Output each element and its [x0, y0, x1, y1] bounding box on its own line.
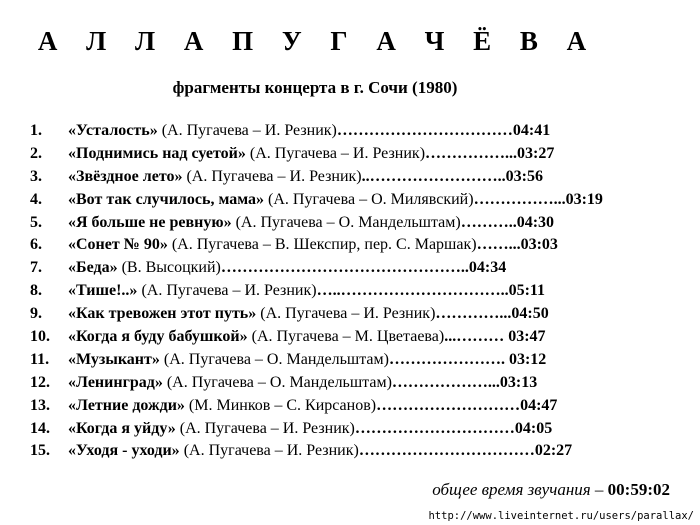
track-duration: 03:56: [505, 167, 543, 185]
track-number: 2.: [30, 144, 42, 162]
track-duration: 05:11: [508, 282, 546, 300]
track-number: 7.: [30, 259, 42, 277]
track-row: [30, 372, 680, 395]
track-title: «Ленинград»: [68, 373, 163, 391]
track-duration: 03:03: [520, 236, 558, 254]
track-duration: 04:41: [512, 122, 551, 139]
track-authors: (А. Пугачева – О. Мандельштам): [159, 350, 389, 368]
track-authors: (А. Пугачева – И. Резник): [137, 282, 317, 300]
track-title: «Я больше не ревную»: [68, 213, 232, 231]
track-row: [30, 418, 680, 441]
track-leader-dots: …..…………………………..: [316, 282, 509, 300]
track-title: «Музыкант»: [68, 350, 160, 368]
track-authors: (А. Пугачева – И. Резник): [175, 419, 355, 437]
track-row: [30, 166, 680, 189]
track-row: [30, 120, 680, 143]
track-duration: 04:34: [468, 259, 507, 277]
track-title: «Когда я уйду»: [68, 419, 176, 437]
track-leader-dots: ……………...: [425, 144, 518, 162]
track-row: [30, 212, 680, 235]
track-duration: 04:05: [514, 419, 553, 437]
page-subtitle: фрагменты концерта в г. Сочи (1980): [172, 78, 458, 97]
track-number: 10.: [30, 328, 50, 346]
track-row: [30, 395, 680, 418]
track-row: [30, 280, 680, 303]
track-authors: (А. Пугачева – И. Резник): [182, 167, 362, 185]
track-title: «Вот так случилось, мама»: [68, 190, 265, 208]
track-leader-dots: ………………………: [376, 396, 521, 414]
track-leader-dots: ……………………………: [336, 122, 513, 139]
page-title: А Л Л А П У Г А Ч Ё В А: [37, 26, 593, 56]
track-authors: (А. Пугачева – В. Шекспир, пер. С. Маршак): [167, 236, 477, 254]
track-duration: 02:27: [534, 442, 573, 460]
track-row: [30, 257, 680, 280]
track-authors: (А. Пугачева – И. Резник): [245, 144, 426, 162]
track-title: «Как тревожен этот путь»: [68, 305, 257, 323]
track-authors: (В. Высоцкий): [117, 259, 221, 277]
track-title: «Сонет № 90»: [68, 236, 168, 254]
track-leader-dots: ……………………………: [358, 442, 535, 460]
track-row: [30, 440, 680, 463]
track-authors: (А. Пугачева – М. Цветаева): [247, 328, 445, 346]
total-value: 00:59:02: [607, 480, 670, 499]
track-duration: 04:30: [516, 213, 555, 231]
track-authors: (А. Пугачева – И. Резник): [179, 442, 359, 460]
track-leader-dots: ……...: [476, 236, 521, 254]
track-row: [30, 189, 680, 212]
track-leader-dots: …………...: [435, 305, 512, 323]
track-row: [30, 234, 680, 257]
track-number: 15.: [30, 442, 50, 460]
source-url: http://www.liveinternet.ru/users/parallax/: [428, 510, 694, 522]
track-duration: 03:27: [517, 144, 555, 162]
track-duration: 04:47: [520, 396, 558, 414]
track-number: 5.: [30, 213, 42, 231]
total-duration: [432, 480, 670, 500]
track-duration: 03:13: [499, 373, 538, 391]
track-authors: (А. Пугачева – О. Милявский): [264, 190, 474, 208]
track-number: 1.: [30, 122, 42, 139]
total-separator: –: [590, 480, 608, 499]
track-list: [30, 120, 680, 463]
track-leader-dots: ...………: [444, 328, 509, 346]
track-leader-dots: ………………….: [388, 350, 509, 368]
track-row: [30, 326, 680, 349]
track-title: «Тише!..»: [68, 282, 138, 300]
track-authors: (А. Пугачева – О. Мандельштам): [162, 373, 392, 391]
track-leader-dots: ..……………………..: [361, 167, 506, 185]
track-authors: (А. Пугачева – И. Резник): [157, 122, 337, 139]
track-row: [30, 349, 680, 372]
track-leader-dots: ………………...: [391, 373, 500, 391]
track-leader-dots: …………………………: [354, 419, 515, 437]
track-number: 6.: [30, 236, 42, 254]
track-row: [30, 303, 680, 326]
track-duration: 03:47: [508, 328, 546, 346]
track-duration: 03:12: [508, 350, 547, 368]
track-number: 9.: [30, 305, 42, 323]
total-label: общее время звучания: [432, 480, 591, 499]
track-title: «Усталость»: [68, 122, 158, 139]
track-number: 8.: [30, 282, 42, 300]
track-leader-dots: ………………………………………..: [220, 259, 469, 277]
track-title: «Уходя - уходи»: [68, 442, 180, 460]
track-title: «Когда я буду бабушкой»: [68, 328, 248, 346]
track-title: «Летние дожди»: [68, 396, 185, 414]
track-duration: 03:19: [565, 190, 603, 208]
track-row: [30, 143, 680, 166]
track-number: 14.: [30, 419, 50, 437]
track-leader-dots: ……………...: [473, 190, 566, 208]
track-authors: (А. Пугачева – И. Резник): [256, 305, 436, 323]
track-number: 12.: [30, 373, 50, 391]
track-title: «Поднимись над суетой»: [68, 144, 246, 162]
track-authors: (А. Пугачева – О. Мандельштам): [231, 213, 461, 231]
track-leader-dots: ………..: [460, 213, 517, 231]
track-authors: (М. Минков – С. Кирсанов): [184, 396, 377, 414]
track-duration: 04:50: [511, 305, 549, 323]
track-title: «Беда»: [68, 259, 118, 277]
track-number: 4.: [30, 190, 42, 208]
track-number: 13.: [30, 396, 50, 414]
track-number: 3.: [30, 167, 42, 185]
track-title: «Звёздное лето»: [68, 167, 183, 185]
track-number: 11.: [30, 350, 50, 368]
